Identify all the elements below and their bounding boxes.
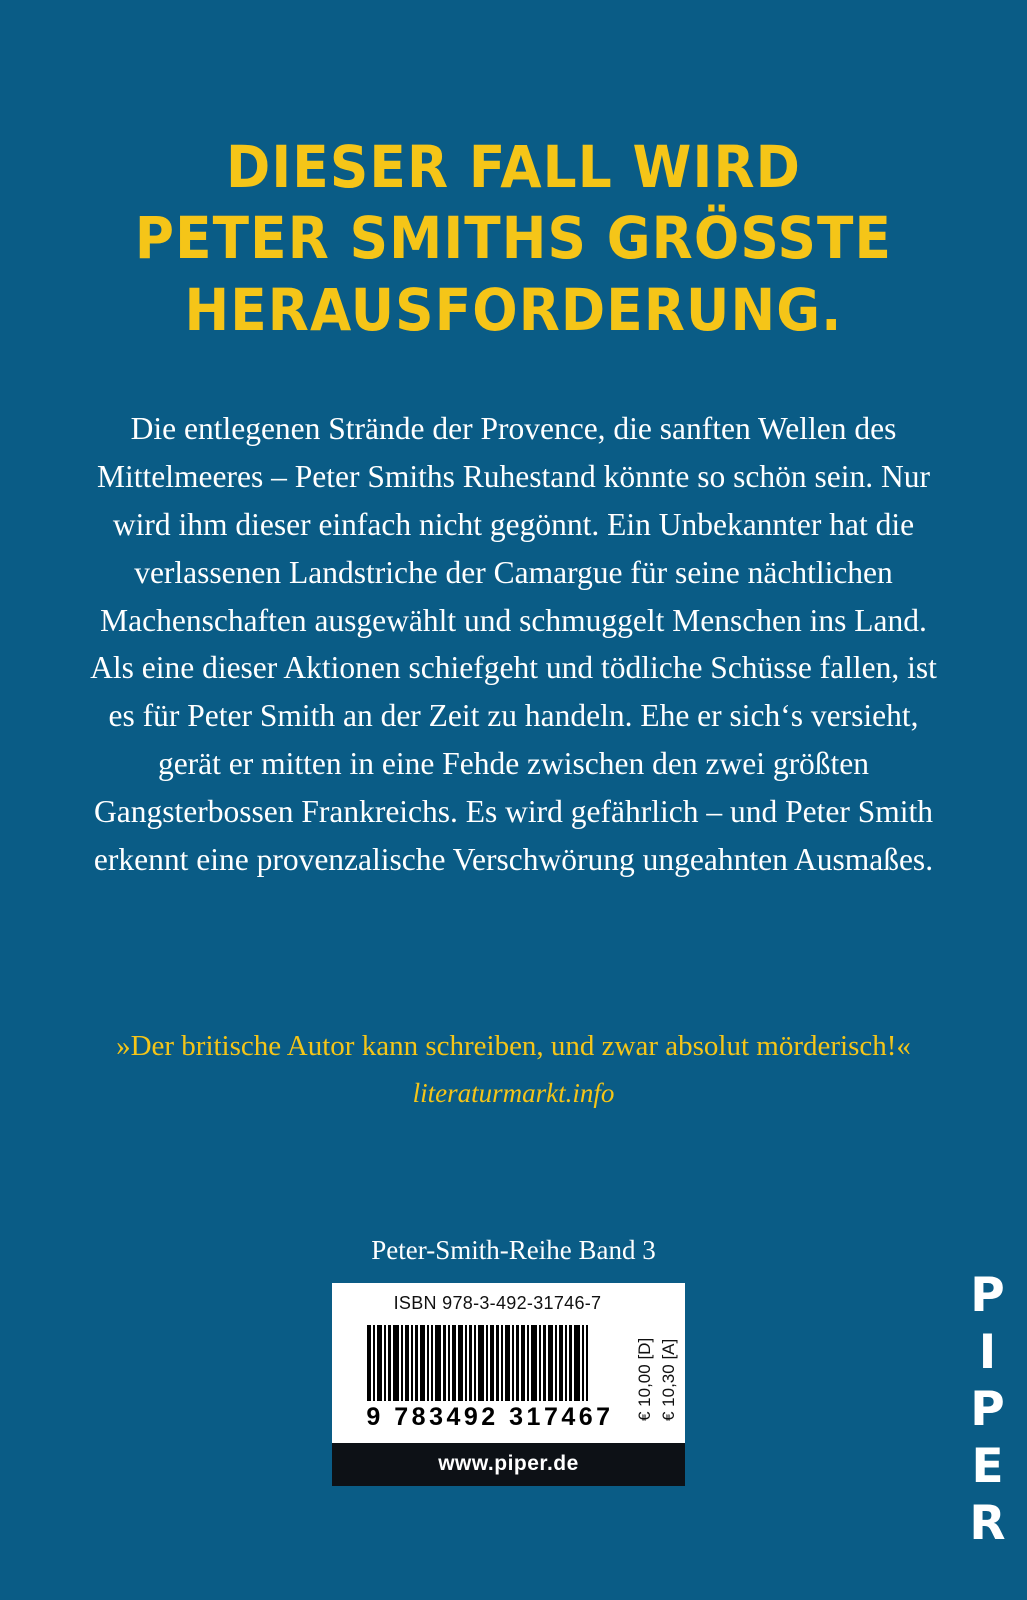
headline-line-2: PETER SMITHS GRÖSSTE bbox=[134, 204, 893, 273]
headline bbox=[41, 132, 986, 346]
isbn-label: ISBN 978-3-492-31746-7 bbox=[393, 1293, 602, 1313]
price-austria: € 10,30 [A] bbox=[659, 1338, 678, 1421]
price-germany: € 10,00 [D] bbox=[635, 1337, 654, 1421]
headline-line-1: DIESER FALL WIRD bbox=[225, 133, 802, 201]
press-quote bbox=[88, 1025, 939, 1113]
press-quote-text: »Der britische Autor kann schreiben, und zwar absolut mörderisch!« bbox=[116, 1030, 911, 1062]
barcode-block bbox=[332, 1283, 685, 1486]
ean-digits: 9 783492 317467 bbox=[366, 1403, 614, 1431]
publisher-website[interactable]: www.piper.de bbox=[332, 1443, 685, 1486]
barcode-bars-icon bbox=[367, 1325, 607, 1401]
barcode-inner bbox=[332, 1283, 685, 1443]
series-info: Peter-Smith-Reihe Band 3 bbox=[371, 1235, 656, 1265]
blurb-paragraph: Die entlegenen Strände der Provence, die sanften Wellen des Mittelmeeres – Peter Smiths Ruhestand könnte so schön sein. Nur wird ihm dieser einfach nicht gegönnt. Ein Unbekannter hat die verlassenen Landstriche der Camargue für seine nächtlichen Machenschaften ausgewählt und schmuggelt Menschen ins Land. Als eine dieser Aktionen schiefgeht und tödliche Schüsse fallen, ist es für Peter Smith an der Zeit zu handeln. Ehe er sich‘s versieht, gerät er mitten in eine Fehde zwischen den zwei größten Gangsterbossen Frankreichs. Es wird gefährlich – und Peter Smith erkennt eine provenzalische Verschwörung ungeahnten Ausmaßes. bbox=[90, 411, 937, 877]
press-quote-source: literaturmarkt.info bbox=[412, 1077, 615, 1108]
headline-line-3: HERAUSFORDERUNG. bbox=[184, 275, 843, 344]
blurb-text bbox=[88, 405, 939, 884]
publisher-logo: PIPER bbox=[960, 1268, 1015, 1553]
price-box bbox=[621, 1321, 677, 1425]
